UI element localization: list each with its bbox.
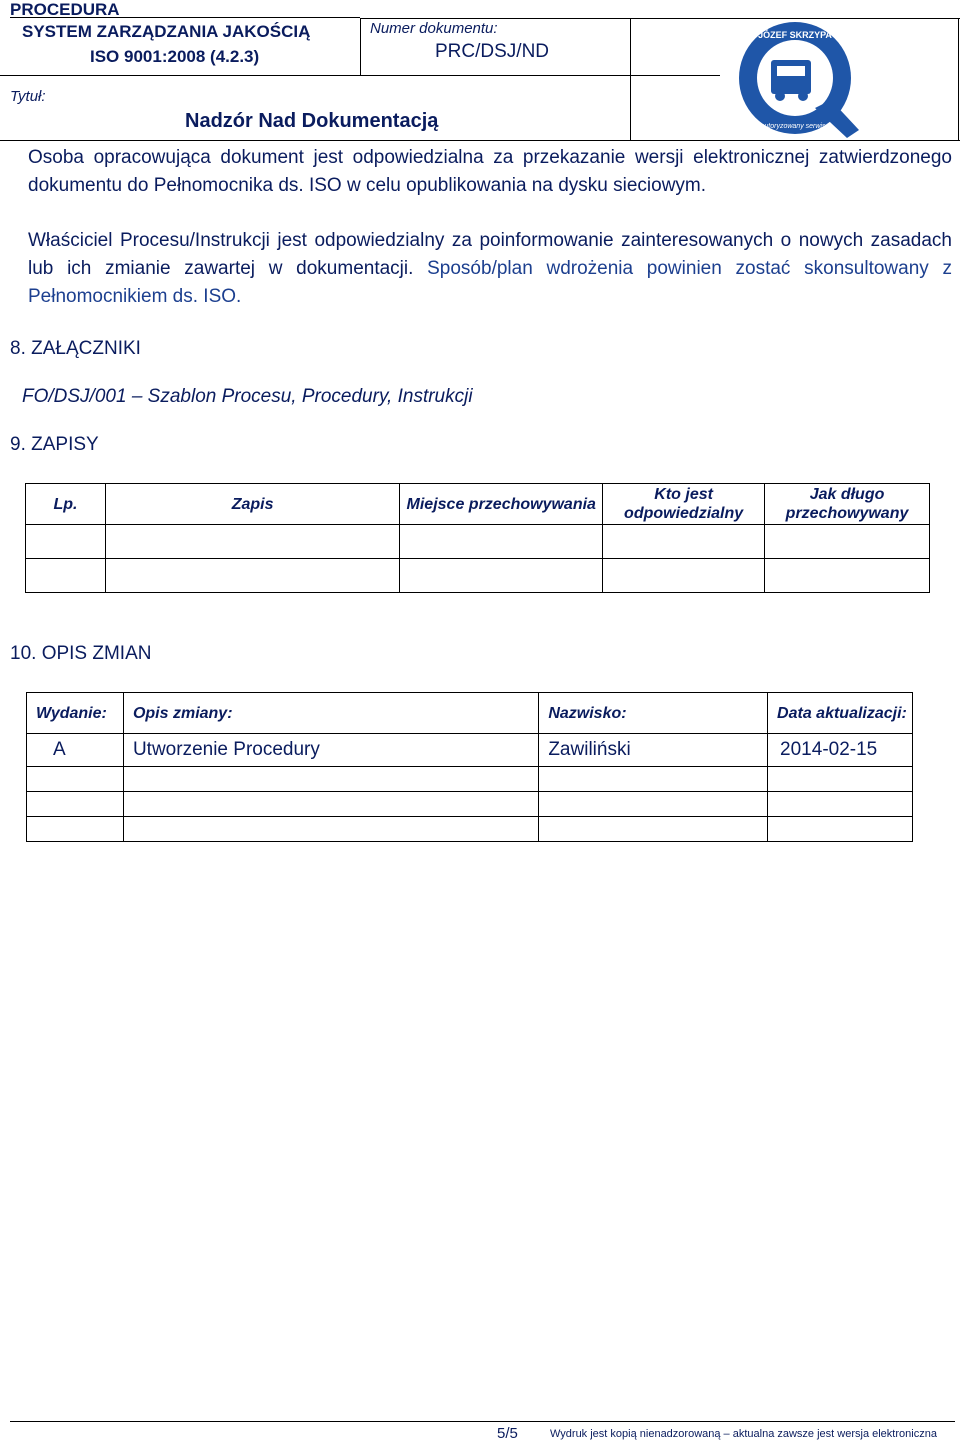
- system-name: SYSTEM ZARZĄDZANIA JAKOŚCIĄ: [22, 22, 311, 41]
- column-header: Zapis: [105, 484, 399, 525]
- paragraph-publish: Osoba opracowująca dokument jest odpowiedzialna za przekazanie wersji elektronicznej zatwierdzonego dokumentu do Pełnomocnika ds. ISO w celu opublikowania na dysku sieciowym.: [28, 147, 952, 196]
- column-header: Nazwisko:: [539, 693, 768, 734]
- table-cell: [765, 559, 930, 593]
- table-cell: [26, 559, 106, 593]
- column-header: Data aktualizacji:: [768, 693, 913, 734]
- company-logo: [735, 20, 865, 140]
- table-row: [27, 767, 913, 792]
- table-cell: Utworzenie Procedury: [123, 734, 538, 767]
- iso-standard: ISO 9001:2008 (4.2.3): [90, 47, 260, 66]
- table-cell: [105, 525, 399, 559]
- svg-text:JÓZEF SKRZYPA: JÓZEF SKRZYPA: [758, 30, 832, 40]
- table-cell: [539, 767, 768, 792]
- header-rule: [360, 18, 960, 19]
- table-cell: [105, 559, 399, 593]
- doc-title: Nadzór Nad Dokumentacją: [185, 110, 439, 132]
- header-rule: [0, 140, 960, 141]
- table-cell: [27, 817, 124, 842]
- footer-note: Wydruk jest kopią nienadzorowaną – aktualna zawsze jest wersja elektroniczna: [550, 1428, 937, 1440]
- table-cell: [765, 525, 930, 559]
- table-cell: A: [27, 734, 124, 767]
- paragraph-owner: [28, 227, 952, 311]
- table-cell: [27, 767, 124, 792]
- footer-rule: [10, 1421, 955, 1422]
- doc-number-label: Numer dokumentu:: [370, 20, 498, 37]
- table-cell: [123, 792, 538, 817]
- owner-text-plan: Sposób/plan wdrożenia powinien zostać skonsultowany z Pełnomocnikiem ds. ISO.: [28, 258, 952, 307]
- table-cell: Zawiliński: [539, 734, 768, 767]
- table-cell: [603, 525, 765, 559]
- table-cell: [26, 525, 106, 559]
- table-cell: [768, 817, 913, 842]
- column-header: Wydanie:: [27, 693, 124, 734]
- column-header: Jak długo przechowywany: [765, 484, 930, 525]
- changes-table: [26, 692, 913, 842]
- table-cell: [768, 767, 913, 792]
- table-cell: [400, 559, 603, 593]
- table-row: [27, 792, 913, 817]
- table-row: [27, 734, 913, 767]
- doc-number: PRC/DSJ/ND: [435, 41, 550, 62]
- column-header: Lp.: [26, 484, 106, 525]
- page-number: 5/5: [497, 1425, 518, 1442]
- table-cell: [123, 767, 538, 792]
- doc-type: PROCEDURA: [10, 0, 120, 19]
- column-header: Miejsce przechowywania: [400, 484, 603, 525]
- title-label: Tytuł:: [10, 88, 46, 105]
- table-cell: [603, 559, 765, 593]
- table-cell: [400, 525, 603, 559]
- table-cell: [123, 817, 538, 842]
- section-heading-attachments: 8. ZAŁĄCZNIKI: [10, 338, 141, 359]
- header-rule: [0, 75, 720, 76]
- table-row: [27, 817, 913, 842]
- records-table: [25, 483, 930, 593]
- section-heading-changes: 10. OPIS ZMIAN: [10, 643, 152, 664]
- table-row: [26, 525, 930, 559]
- table-cell: [768, 792, 913, 817]
- attachment-item: FO/DSJ/001 – Szablon Procesu, Procedury, Instrukcji: [22, 386, 473, 407]
- table-cell: [539, 817, 768, 842]
- header-divider: [630, 18, 631, 140]
- column-header: Opis zmiany:: [123, 693, 538, 734]
- table-header-row: [27, 693, 913, 734]
- table-cell: [539, 792, 768, 817]
- table-cell: 2014-02-15: [768, 734, 913, 767]
- column-header: Kto jest odpowiedzialny: [603, 484, 765, 525]
- header-divider: [360, 18, 361, 75]
- owner-text: Właściciel Procesu/Instrukcji jest odpowiedzialny za poinformowanie zainteresowanych o nowych zasadach lub ich zmianie zawartej w dokumentacji.: [28, 230, 952, 279]
- header-divider: [958, 18, 959, 140]
- table-row: [26, 559, 930, 593]
- table-header-row: [26, 484, 930, 525]
- table-cell: [27, 792, 124, 817]
- section-heading-records: 9. ZAPISY: [10, 434, 99, 455]
- svg-text:autoryzowany serwis: autoryzowany serwis: [760, 123, 826, 130]
